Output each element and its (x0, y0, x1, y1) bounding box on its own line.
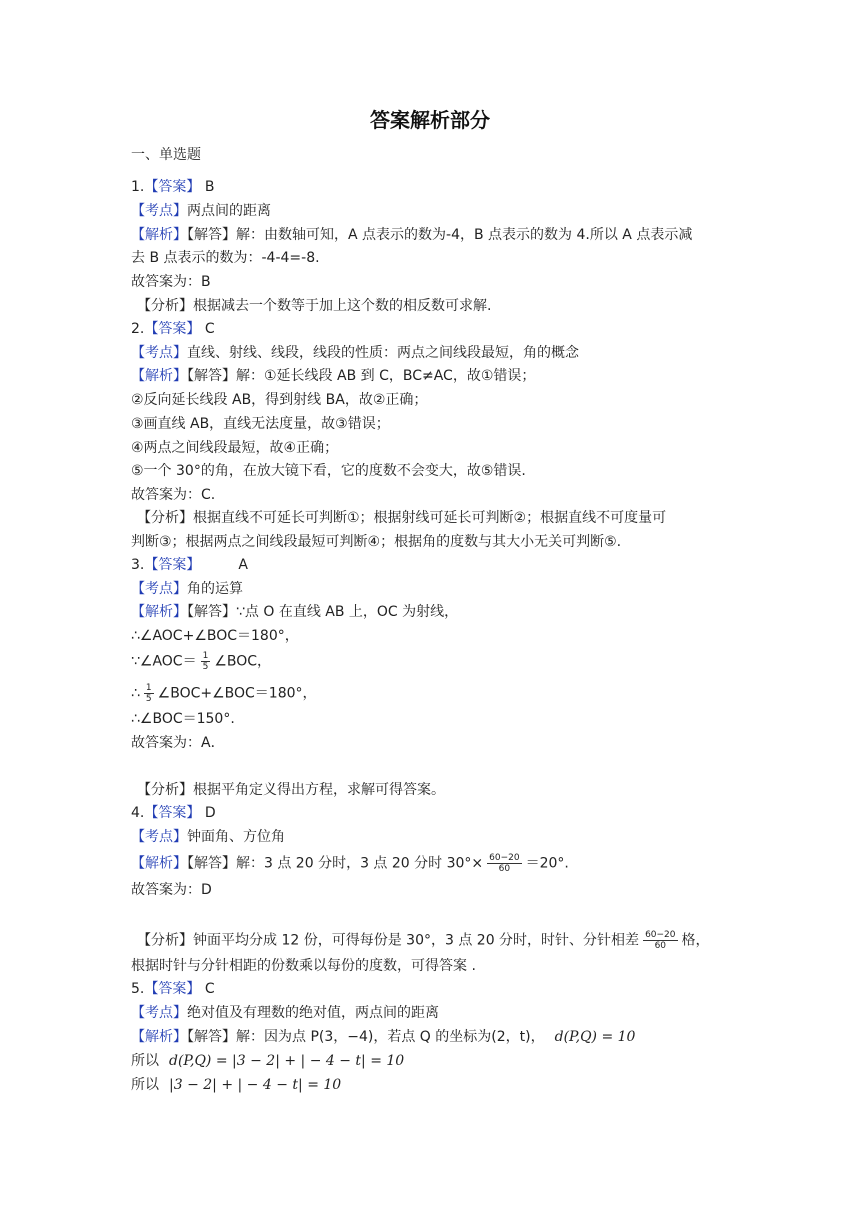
q4-answer (131, 803, 216, 823)
fraction-one-fifth (201, 651, 211, 672)
fraction-denominator: 5 (202, 662, 209, 672)
q3-jiexi-3-post: ∠BOC， (214, 653, 272, 670)
kaodian-tag: 【考点】 (131, 203, 187, 219)
q4-fenxi-1 (137, 930, 710, 951)
q4-jiexi-pre: 【解答】解：3 点 20 分时，3 点 20 分时 30°× (187, 855, 484, 872)
fraction-denominator: 60 (654, 941, 667, 951)
page-title: 答案解析部分 (370, 108, 490, 132)
q2-jiexi-text-1: 【解答】解：①延长线段 AB 到 C，BC≠AC，故①错误； (187, 368, 536, 384)
q5-equation-1: d(P,Q) = |3 − 2| + | − 4 − t| = 10 (169, 1053, 405, 1069)
answer-tag: 【答案】 (144, 805, 201, 821)
q2-kaodian (131, 343, 579, 363)
q5-equation-2: |3 − 2| + | − 4 − t| = 10 (169, 1077, 342, 1093)
fraction-numerator: 1 (202, 651, 209, 661)
q1-jiexi-2: 去 B 点表示的数为：-4-4=-8. (131, 250, 320, 266)
jiexi-tag: 【解析】 (131, 368, 187, 384)
q5-so-label: 所以 (131, 1077, 159, 1093)
jiexi-tag: 【解析】 (131, 855, 187, 872)
q5-kaodian-text: 绝对值及有理数的绝对值，两点间的距离 (187, 1005, 439, 1021)
q3-jiexi-text-1: 【解答】∵点 O 在直线 AB 上，OC 为射线， (187, 604, 459, 620)
q3-kaodian (131, 579, 243, 599)
q2-kaodian-text: 直线、射线、线段，线段的性质：两点之间线段最短，角的概念 (187, 345, 579, 361)
q4-jiexi (131, 853, 569, 874)
jiexi-tag: 【解析】 (131, 604, 187, 620)
fraction-numerator: 60−20 (645, 930, 676, 940)
q4-answer-value: D (204, 805, 216, 821)
q3-answer-value: A (238, 557, 248, 573)
kaodian-tag: 【考点】 (131, 581, 187, 597)
q3-kaodian-text: 角的运算 (187, 581, 243, 597)
answer-tag: 【答案】 (144, 179, 201, 195)
fraction-denominator: 5 (145, 694, 152, 704)
q1-kaodian-text: 两点间的距离 (187, 203, 271, 219)
q4-fenxi-2: 根据时针与分针相距的份数乘以每份的度数，可得答案 . (131, 958, 476, 974)
q4-jiexi-post: ＝20°. (525, 855, 569, 872)
q3-jiexi-3 (131, 651, 271, 672)
fraction-minutes (643, 930, 677, 951)
q4-fenxi-1-pre: 【分析】钟面平均分成 12 份，可得每份是 30°，3 点 20 分时，时针、分针相差 (137, 932, 640, 949)
q5-jiexi-2 (131, 1051, 404, 1071)
q3-jiexi-4-post: ∠BOC+∠BOC＝180°， (157, 685, 317, 702)
fraction-numerator: 1 (145, 683, 152, 693)
q3-jiexi-5: ∴∠BOC＝150°. (131, 711, 235, 727)
q5-answer-value: C (204, 981, 215, 997)
q3-answer (131, 555, 248, 575)
answer-tag: 【答案】 (144, 557, 201, 573)
kaodian-tag: 【考点】 (131, 829, 187, 845)
q4-number: 4. (131, 805, 145, 821)
answer-tag: 【答案】 (144, 321, 201, 337)
q3-jiexi-4-pre: ∴ (131, 685, 140, 702)
q1-jiexi-text-1: 【解答】解：由数轴可知，A 点表示的数为-4，B 点表示的数为 4.所以 A 点表示减 (187, 227, 693, 243)
jiexi-tag: 【解析】 (131, 227, 187, 243)
q5-jiexi-1 (131, 1027, 635, 1047)
q3-number: 3. (131, 557, 145, 573)
q4-final: 故答案为：D (131, 882, 212, 898)
q2-number: 2. (131, 321, 145, 337)
q5-jiexi-text-1: 【解答】解：因为点 P(3，−4)，若点 Q 的坐标为(2，t)， (187, 1029, 545, 1045)
q2-fenxi-2: 判断③；根据两点之间线段最短可判断④；根据角的度数与其大小无关可判断⑤. (131, 534, 622, 550)
fraction-one-fifth (144, 683, 154, 704)
q2-jiexi-5: ⑤一个 30°的角，在放大镜下看，它的度数不会变大，故⑤错误. (131, 463, 526, 479)
q1-number: 1. (131, 179, 145, 195)
q2-jiexi-1 (131, 366, 535, 386)
fraction-denominator: 60 (498, 864, 511, 874)
section-heading: 一、单选题 (131, 147, 201, 163)
fraction-minutes (487, 853, 521, 874)
q4-kaodian (131, 827, 285, 847)
q1-answer-value: B (204, 179, 215, 195)
jiexi-tag: 【解析】 (131, 1029, 187, 1045)
q5-answer (131, 979, 215, 999)
q5-kaodian (131, 1003, 439, 1023)
q2-fenxi-1: 【分析】根据直线不可延长可判断①；根据射线可延长可判断②；根据直线不可度量可 (137, 510, 667, 526)
q1-kaodian (131, 201, 271, 221)
fraction-numerator: 60−20 (489, 853, 520, 863)
q5-number: 5. (131, 981, 145, 997)
q2-final: 故答案为：C. (131, 487, 216, 503)
q1-final: 故答案为：B (131, 274, 211, 290)
q3-jiexi-1 (131, 602, 458, 622)
q4-kaodian-text: 钟面角、方位角 (187, 829, 285, 845)
q1-jiexi-1 (131, 225, 692, 245)
answer-tag: 【答案】 (144, 981, 201, 997)
q2-answer (131, 319, 215, 339)
q4-fenxi-1-post: 格， (681, 932, 710, 949)
q2-jiexi-3: ③画直线 AB，直线无法度量，故③错误； (131, 416, 390, 432)
q1-fenxi: 【分析】根据减去一个数等于加上这个数的相反数可求解. (137, 298, 492, 314)
kaodian-tag: 【考点】 (131, 345, 187, 361)
q2-jiexi-2: ②反向延长线段 AB，得到射线 BA，故②正确； (131, 392, 428, 408)
q5-jiexi-math-1: d(P,Q) = 10 (554, 1029, 636, 1045)
q5-so-label: 所以 (131, 1053, 159, 1069)
q3-jiexi-2: ∴∠AOC+∠BOC＝180°， (131, 628, 299, 644)
q3-jiexi-3-pre: ∵∠AOC＝ (131, 653, 197, 670)
q2-answer-value: C (204, 321, 215, 337)
q3-fenxi: 【分析】根据平角定义得出方程，求解可得答案。 (137, 782, 445, 798)
q5-jiexi-3 (131, 1075, 341, 1095)
kaodian-tag: 【考点】 (131, 1005, 187, 1021)
q1-answer (131, 177, 214, 197)
q2-jiexi-4: ④两点之间线段最短，故④正确； (131, 440, 339, 456)
q3-final: 故答案为：A． (131, 735, 225, 751)
q3-jiexi-4 (131, 683, 317, 704)
